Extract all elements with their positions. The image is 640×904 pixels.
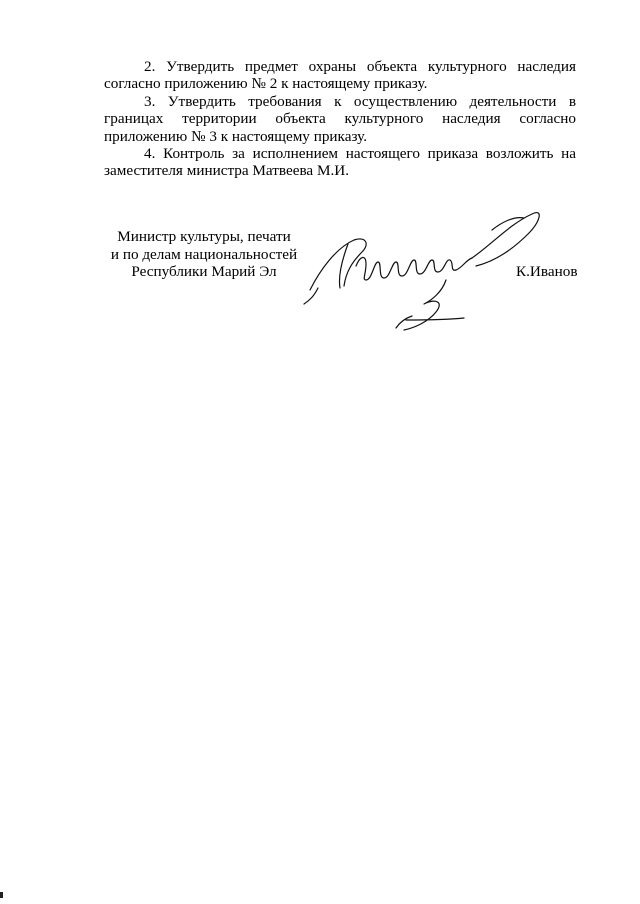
paragraph-item-2: 2. Утвердить предмет охраны объекта культурного наследия согласно приложению № 2 к настоящему приказу. xyxy=(104,58,576,93)
scan-edge-mark xyxy=(0,892,3,898)
document-body xyxy=(104,58,576,180)
signatory-title-line: и по делам национальностей xyxy=(110,245,298,263)
paragraph-item-3: 3. Утвердить требования к осуществлению деятельности в границах территории объекта культурного наследия согласно приложению № 3 к настоящему приказу. xyxy=(104,92,576,145)
signer-name: К.Иванов xyxy=(516,263,578,280)
signatory-title-line: Министр культуры, печати xyxy=(117,228,291,245)
paragraph-item-4: 4. Контроль за исполнением настоящего приказа возложить на заместителя министра Матвеева М.И. xyxy=(104,145,576,180)
signatory-title xyxy=(104,228,304,281)
signatory-title-line: Республики Марий Эл xyxy=(131,263,277,281)
